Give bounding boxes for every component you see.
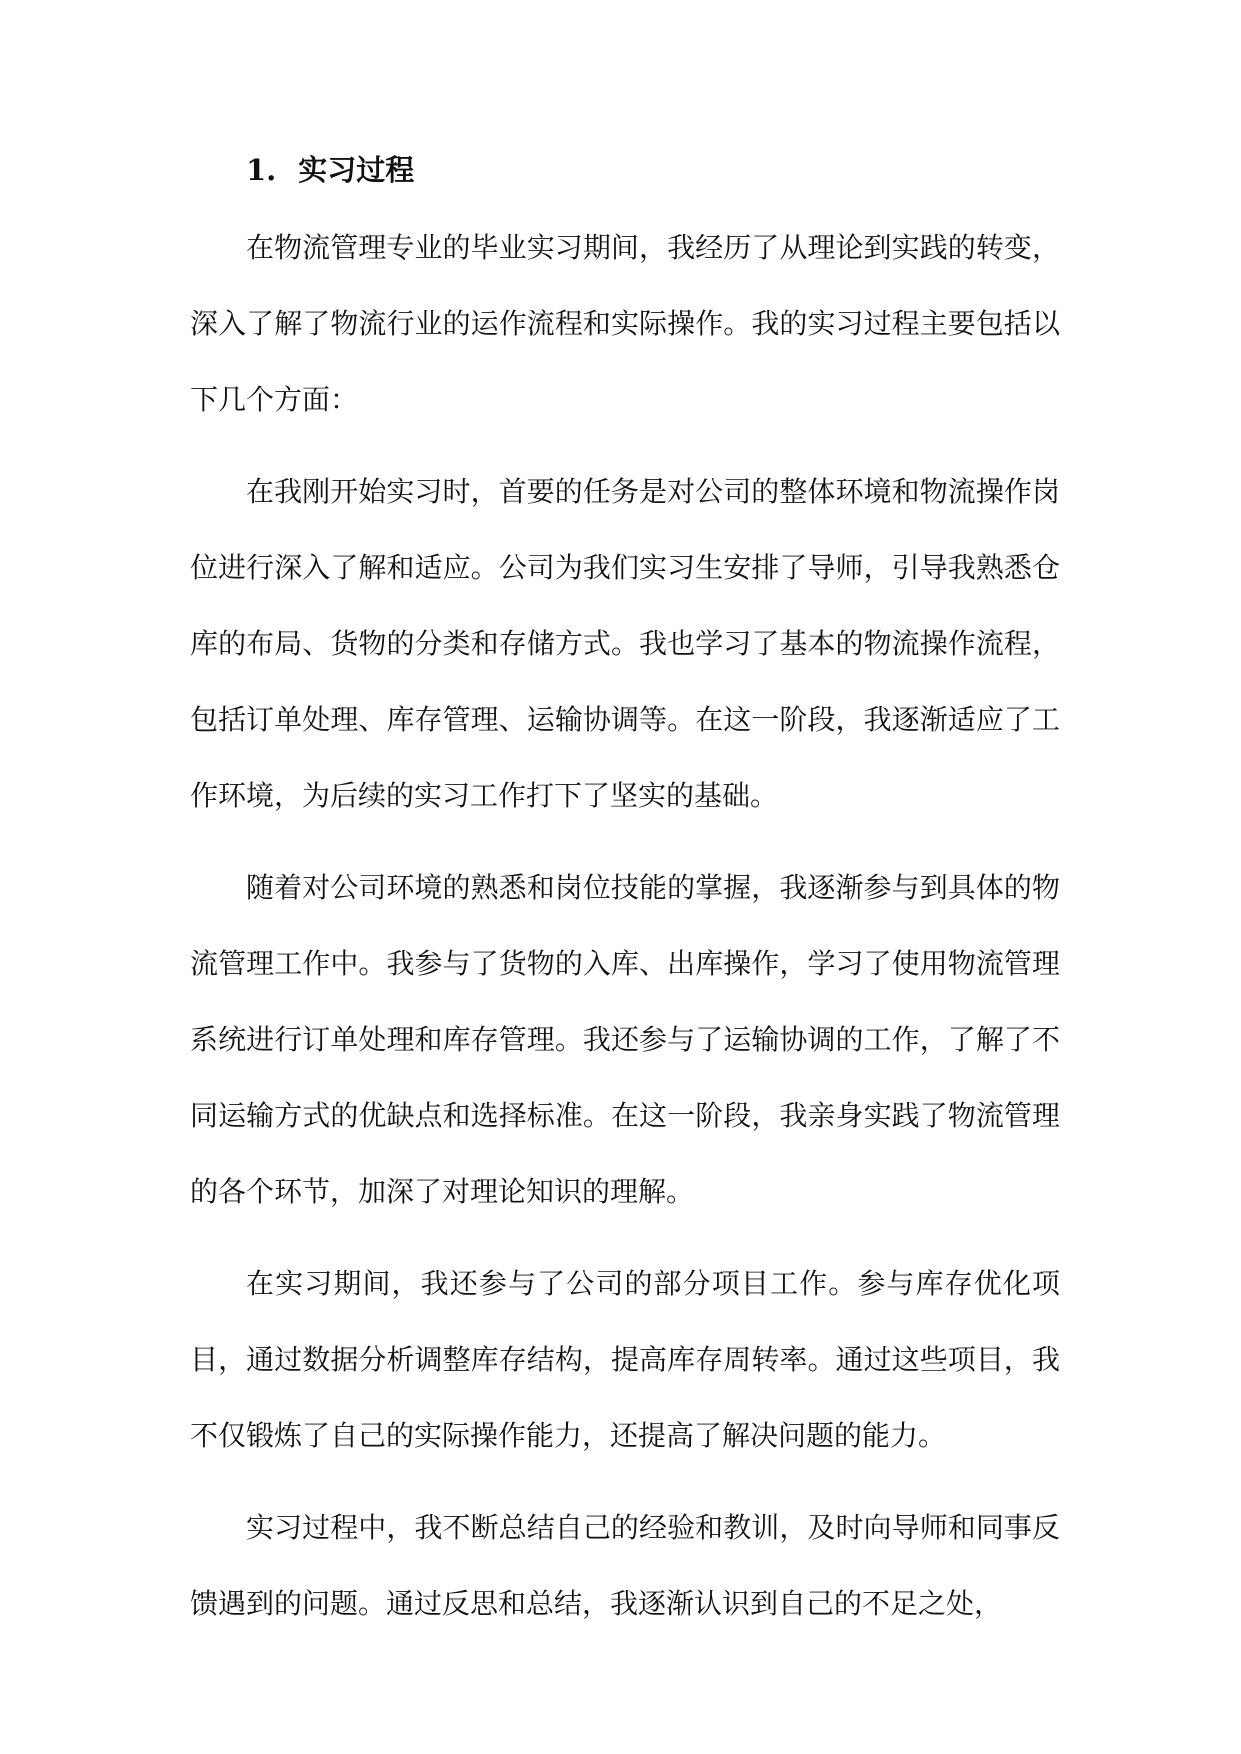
section-heading bbox=[190, 140, 1060, 200]
section-number: 1. bbox=[246, 153, 277, 187]
paragraph-onboarding: 在我刚开始实习时，首要的任务是对公司的整体环境和物流操作岗位进行深入了解和适应。公司为我们实习生安排了导师，引导我熟悉仓库的布局、货物的分类和存储方式。我也学习了基本的物流操作流程，包括订单处理、库存管理、运输协调等。在这一阶段，我逐渐适应了工作环境，为后续的实习工作打下了坚实的基础。 bbox=[190, 475, 1060, 812]
paragraph-reflection: 实习过程中，我不断总结自己的经验和教训，及时向导师和同事反馈遇到的问题。通过反思和总结，我逐渐认识到自己的不足之处， bbox=[190, 1511, 1060, 1620]
section-title: 实习过程 bbox=[298, 153, 415, 187]
paragraph-projects: 在实习期间，我还参与了公司的部分项目工作。参与库存优化项目，通过数据分析调整库存结构，提高库存周转率。通过这些项目，我不仅锻炼了自己的实际操作能力，还提高了解决问题的能力。 bbox=[190, 1267, 1060, 1452]
document-body bbox=[190, 140, 1060, 1642]
paragraph-operations: 随着对公司环境的熟悉和岗位技能的掌握，我逐渐参与到具体的物流管理工作中。我参与了货物的入库、出库操作，学习了使用物流管理系统进行订单处理和库存管理。我还参与了运输协调的工作，了解了不同运输方式的优缺点和选择标准。在这一阶段，我亲身实践了物流管理的各个环节，加深了对理论知识的理解。 bbox=[190, 871, 1060, 1208]
paragraph-intro: 在物流管理专业的毕业实习期间，我经历了从理论到实践的转变，深入了解了物流行业的运作流程和实际操作。我的实习过程主要包括以下几个方面： bbox=[190, 231, 1060, 416]
